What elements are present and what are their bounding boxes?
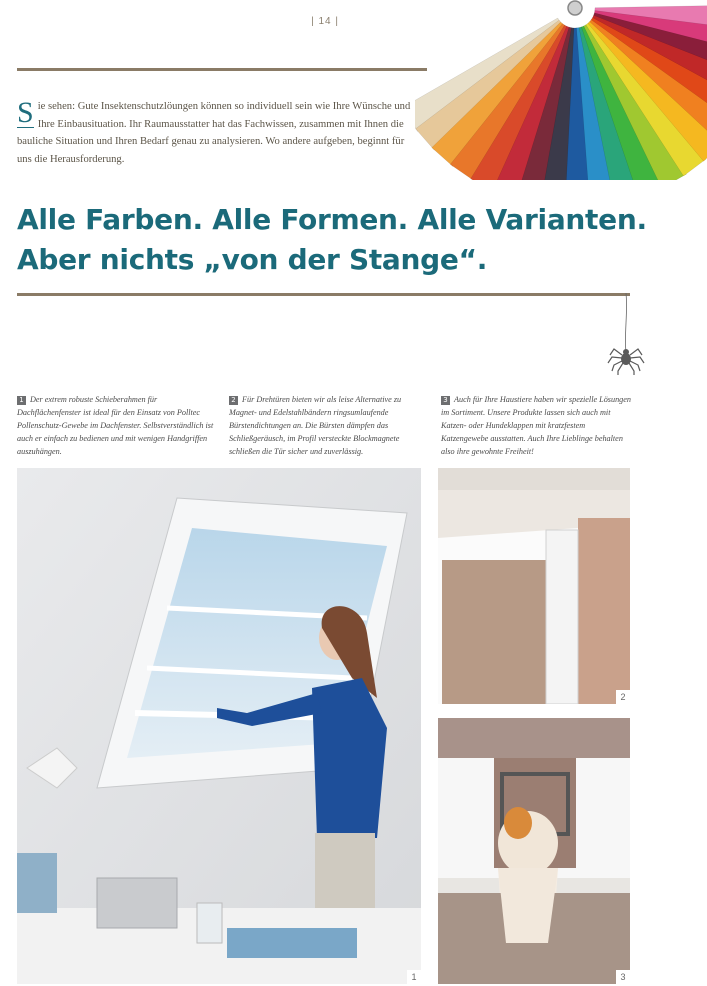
- door-screen-illustration: [438, 468, 630, 704]
- photo-number: 3: [616, 970, 630, 984]
- photo-door-screen: [438, 468, 630, 704]
- caption-badge: 3: [441, 396, 450, 405]
- photo-roof-window: [17, 468, 421, 984]
- intro-paragraph: [17, 98, 417, 168]
- caption-1: [17, 393, 215, 458]
- caption-badge: 1: [17, 396, 26, 405]
- page-number: | 14 |: [311, 16, 339, 27]
- headline: [17, 200, 657, 280]
- fan-rivet: [568, 1, 582, 15]
- caption-3: [441, 393, 633, 458]
- color-fan-image: [415, 0, 707, 180]
- headline-line-2: Aber nichts „von der Stange“.: [17, 243, 488, 276]
- photo-number: 1: [407, 970, 421, 984]
- caption-badge: 2: [229, 396, 238, 405]
- caption-text: Auch für Ihre Haustiere haben wir spezielle Lösungen im Sortiment. Unsere Produkte lassen sich auch mit Katzen- oder Hundeklappen mit kratzfestem Katzengewebe ausstatten. Auch Ihre Lieblinge behalten also ihre gewohnte Freiheit!: [441, 395, 631, 456]
- caption-2: [229, 393, 421, 458]
- spider-icon: [606, 293, 646, 378]
- roof-window-illustration: [17, 468, 421, 984]
- headline-divider: [17, 293, 630, 296]
- photo-number: 2: [616, 690, 630, 704]
- drop-cap: S: [17, 96, 34, 129]
- cat-flap-illustration: [438, 718, 630, 984]
- caption-text: Für Drehtüren bieten wir als leise Alternative zu Magnet- und Edelstahlbändern ringsumlaufende Bürstendichtungen an. Die Bürsten dämpfen das Schließgeräusch, im Profil versteckte Blockmagnete schließen die Tür sicher und zuverlässig.: [229, 395, 402, 456]
- top-divider: [17, 68, 427, 71]
- color-fan-swatches: [415, 5, 707, 181]
- caption-text: Der extrem robuste Schieberahmen für Dachflächenfenster ist ideal für den Einsatz von Polltec Pollenschutz-Gewebe im Dachfenster. Selbstverständlich ist auch er einfach zu bedienen und mit wenigen Handgriffen auszuhängen.: [17, 395, 214, 456]
- photo-cat-flap: [438, 718, 630, 984]
- headline-line-1: Alle Farben. Alle Formen. Alle Varianten.: [17, 203, 647, 236]
- intro-text: ie sehen: Gute Insektenschutzlöungen können so individuell sein wie Ihre Wünsche und Ihre Einbausituation. Ihr Raumausstatter hat das Fachwissen, zusammen mit Ihnen die bauliche Situation und Ihren Bedarf genau zu analysieren. Wo andere aufgeben, beginnt für uns die Herausforderung.: [17, 101, 411, 165]
